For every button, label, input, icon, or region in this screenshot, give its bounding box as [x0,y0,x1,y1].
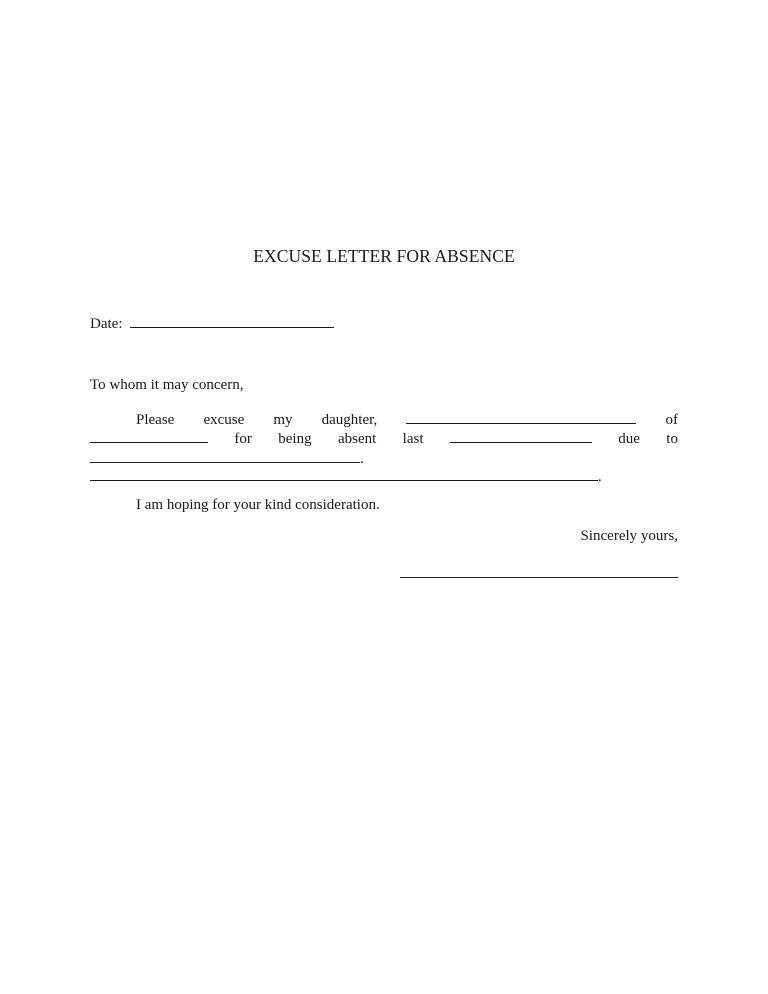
closing-paragraph: I am hoping for your kind consideration. [136,497,380,513]
body-line-4 [90,466,602,486]
line4-period: . [598,469,602,485]
absence-date-blank[interactable] [450,428,592,443]
signature-line [400,563,678,583]
daughter-name-blank[interactable] [406,409,636,424]
class-grade-blank[interactable] [90,428,208,443]
word-absent: absent [337,431,377,447]
word-please: Please [136,412,175,428]
word-daughter: daughter, [321,412,378,428]
salutation: To whom it may concern, [90,377,244,393]
word-being: being [278,431,312,447]
word-excuse: excuse [203,412,245,428]
date-line [90,313,334,333]
word-due: due [618,431,640,447]
letter-title: EXCUSE LETTER FOR ABSENCE [253,246,515,266]
word-to: to [666,431,678,447]
date-blank[interactable] [130,313,334,328]
body-line-2 [90,428,678,448]
word-of: of [665,412,678,428]
word-for: for [234,431,252,447]
body-line-3 [90,448,364,468]
signature-blank[interactable] [400,563,678,578]
word-my: my [273,412,293,428]
reason-blank-2[interactable] [90,466,598,481]
sign-off: Sincerely yours, [580,528,678,544]
line3-period: . [360,451,364,467]
date-label: Date: [90,316,123,332]
word-last: last [402,431,424,447]
reason-blank-1[interactable] [90,448,360,463]
body-line-1 [136,409,678,429]
